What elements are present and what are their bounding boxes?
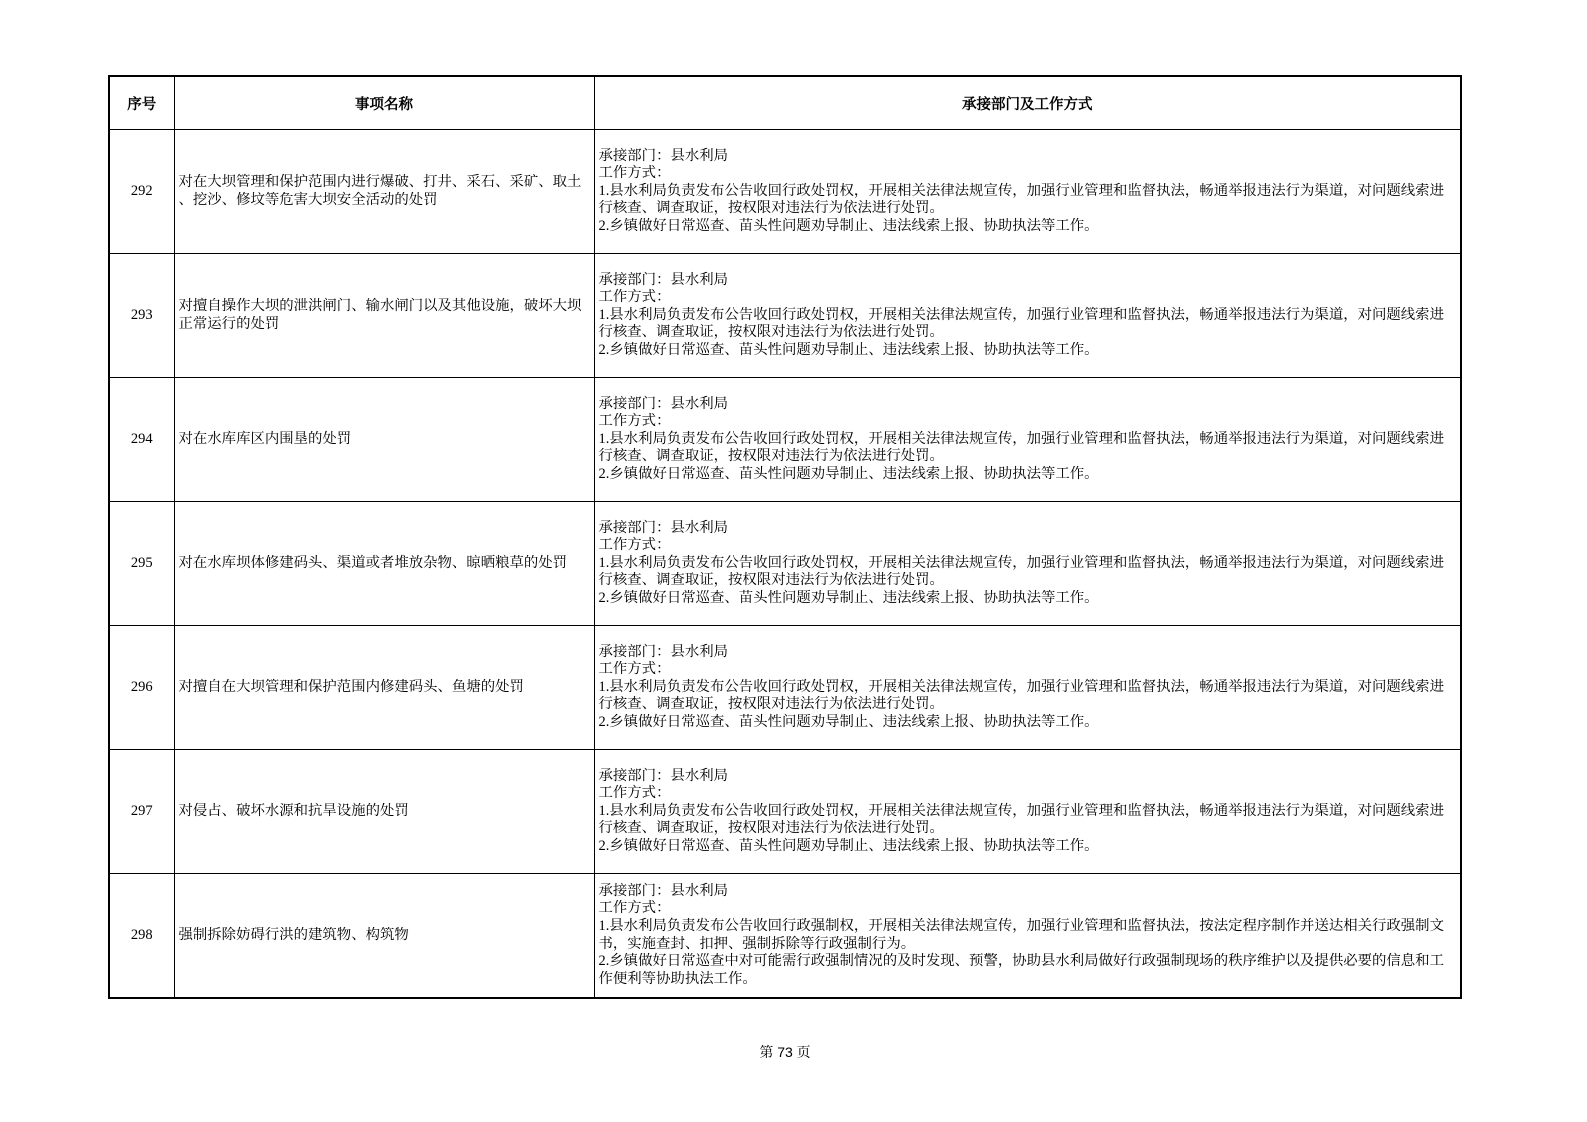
index-cell: 297 [109,750,174,874]
method-label: 工作方式： [598,661,671,678]
dept-method-cell [594,378,1461,502]
dept-line: 承接部门：县水利局 [598,767,729,784]
method-label: 工作方式： [598,785,671,802]
method-label: 工作方式： [598,165,671,182]
method-item: 1.县水利局负责发布公告收回行政处罚权，开展相关法律法规宣传，加强行业管理和监督执法，畅通举报违法行为渠道，对问题线索进行核查、调查取证，按权限对违法行为依法进行处罚。 [598,306,1444,341]
item-name-cell: 对在水库坝体修建码头、渠道或者堆放杂物、晾晒粮草的处罚 [174,502,594,626]
table-row [109,254,1461,378]
method-item: 1.县水利局负责发布公告收回行政处罚权，开展相关法律法规宣传，加强行业管理和监督执法，畅通举报违法行为渠道，对问题线索进行核查、调查取证，按权限对违法行为依法进行处罚。 [598,802,1444,837]
dept-line: 承接部门：县水利局 [598,643,729,660]
dept-method-cell [594,254,1461,378]
item-name-cell: 强制拆除妨碍行洪的建筑物、构筑物 [174,874,594,999]
dept-line: 承接部门：县水利局 [598,147,729,164]
table-row [109,130,1461,254]
item-name-cell: 对在水库库区内围垦的处罚 [174,378,594,502]
table-row [109,378,1461,502]
method-item: 2.乡镇做好日常巡查、苗头性问题劝导制止、违法线索上报、协助执法等工作。 [598,589,1099,606]
table-header [109,76,1461,130]
method-label: 工作方式： [598,289,671,306]
index-cell: 294 [109,378,174,502]
method-item: 2.乡镇做好日常巡查、苗头性问题劝导制止、违法线索上报、协助执法等工作。 [598,217,1099,234]
dept-line: 承接部门：县水利局 [598,271,729,288]
method-item: 2.乡镇做好日常巡查、苗头性问题劝导制止、违法线索上报、协助执法等工作。 [598,837,1099,854]
method-item: 1.县水利局负责发布公告收回行政处罚权，开展相关法律法规宣传，加强行业管理和监督执法，畅通举报违法行为渠道，对问题线索进行核查、调查取证，按权限对违法行为依法进行处罚。 [598,678,1444,713]
dept-line: 承接部门：县水利局 [598,882,729,899]
method-item: 2.乡镇做好日常巡查、苗头性问题劝导制止、违法线索上报、协助执法等工作。 [598,713,1099,730]
method-item: 2.乡镇做好日常巡查中对可能需行政强制情况的及时发现、预警，协助县水利局做好行政强制现场的秩序维护以及提供必要的信息和工作便利等协助执法工作。 [598,953,1444,987]
table-row [109,502,1461,626]
index-cell: 293 [109,254,174,378]
dept-method-cell [594,502,1461,626]
method-item: 1.县水利局负责发布公告收回行政强制权，开展相关法律法规宣传，加强行业管理和监督执法，按法定程序制作并送达相关行政强制文书，实施查封、扣押、强制拆除等行政强制行为。 [598,917,1444,952]
header-dept-method: 承接部门及工作方式 [594,76,1461,130]
item-name-cell: 对擅自在大坝管理和保护范围内修建码头、鱼塘的处罚 [174,626,594,750]
method-label: 工作方式： [598,413,671,430]
table-row [109,626,1461,750]
matters-table [108,75,1462,999]
dept-method-cell [594,130,1461,254]
item-name-cell: 对侵占、破坏水源和抗旱设施的处罚 [174,750,594,874]
method-label: 工作方式： [598,537,671,554]
index-cell: 296 [109,626,174,750]
header-index: 序号 [109,76,174,130]
method-item: 1.县水利局负责发布公告收回行政处罚权，开展相关法律法规宣传，加强行业管理和监督执法，畅通举报违法行为渠道，对问题线索进行核查、调查取证，按权限对违法行为依法进行处罚。 [598,554,1444,589]
dept-method-cell [594,626,1461,750]
method-item: 2.乡镇做好日常巡查、苗头性问题劝导制止、违法线索上报、协助执法等工作。 [598,465,1099,482]
method-item: 2.乡镇做好日常巡查、苗头性问题劝导制止、违法线索上报、协助执法等工作。 [598,341,1099,358]
method-label: 工作方式： [598,900,671,917]
index-cell: 295 [109,502,174,626]
method-item: 1.县水利局负责发布公告收回行政处罚权，开展相关法律法规宣传，加强行业管理和监督执法，畅通举报违法行为渠道，对问题线索进行核查、调查取证，按权限对违法行为依法进行处罚。 [598,182,1444,217]
table-body [109,130,1461,999]
dept-method-cell [594,874,1461,999]
item-name-cell: 对擅自操作大坝的泄洪闸门、输水闸门以及其他设施，破坏大坝正常运行的处罚 [174,254,594,378]
header-item-name: 事项名称 [174,76,594,130]
table-row [109,750,1461,874]
method-item: 1.县水利局负责发布公告收回行政处罚权，开展相关法律法规宣传，加强行业管理和监督执法，畅通举报违法行为渠道，对问题线索进行核查、调查取证，按权限对违法行为依法进行处罚。 [598,430,1444,465]
page-number: 第 73 页 [759,1044,811,1060]
table-row [109,874,1461,999]
index-cell: 292 [109,130,174,254]
dept-method-cell [594,750,1461,874]
dept-line: 承接部门：县水利局 [598,395,729,412]
index-cell: 298 [109,874,174,999]
dept-line: 承接部门：县水利局 [598,519,729,536]
item-name-cell: 对在大坝管理和保护范围内进行爆破、打井、采石、采矿、取土、挖沙、修坟等危害大坝安全活动的处罚 [174,130,594,254]
header-row [109,76,1461,130]
